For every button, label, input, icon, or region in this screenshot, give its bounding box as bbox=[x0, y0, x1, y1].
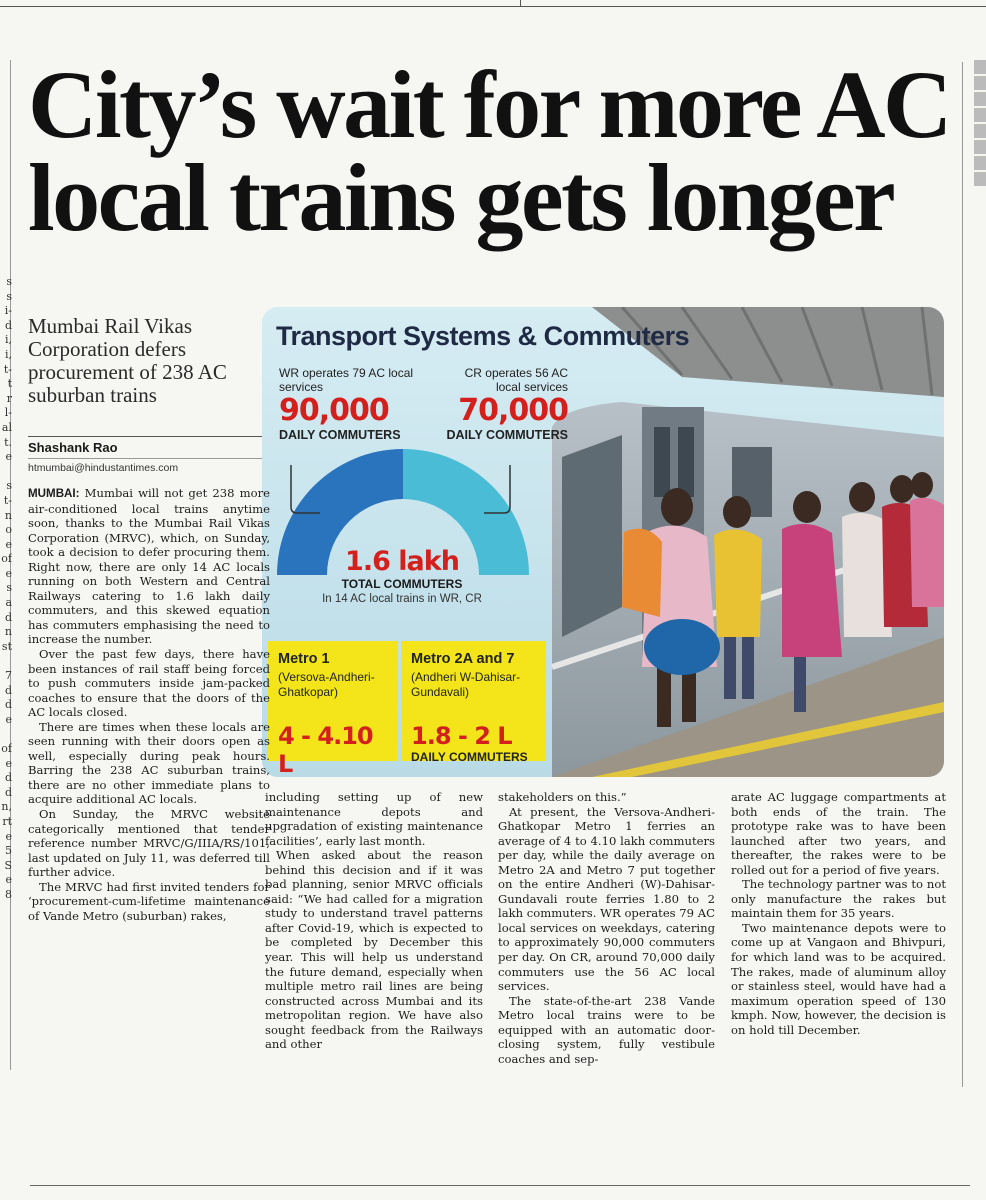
headline bbox=[28, 51, 963, 251]
fragment-line: i, bbox=[4, 333, 12, 347]
top-rule bbox=[0, 6, 986, 7]
fragment-line: s bbox=[6, 275, 12, 288]
fragment-line: e bbox=[5, 450, 12, 464]
article-column-1 bbox=[28, 486, 270, 923]
byline-email: htmumbai@hindustantimes.com bbox=[28, 462, 179, 474]
fragment-line: n, bbox=[1, 800, 12, 814]
byline-author: Shashank Rao bbox=[28, 440, 118, 455]
fragment-line: i- bbox=[4, 304, 12, 318]
fragment-line: e bbox=[5, 537, 12, 551]
fragment-line: t- bbox=[3, 493, 12, 507]
fragment-line: 5 bbox=[5, 844, 12, 858]
metro2a7-commuter-count: 1.8 - 2 L bbox=[411, 722, 512, 750]
article-paragraph: including setting up of new maintenance depots and upgradation of existing maintenance facilities’, early last month. bbox=[265, 790, 483, 848]
article-paragraph: The MRVC had first invited tenders for ‘procurement-cum-lifetime maintenance of Vande Metro (suburban) rakes, bbox=[28, 879, 270, 923]
fragment-line: d bbox=[4, 785, 12, 799]
article-paragraph: The technology partner was to not only manufacture the rakes but maintain them for 35 years. bbox=[731, 877, 946, 921]
total-commuter-label: TOTAL COMMUTERS bbox=[341, 577, 463, 591]
byline-rule bbox=[28, 436, 270, 437]
fragment-line: t- bbox=[3, 362, 12, 376]
cr-operates-text: CR operates 56 AC local services bbox=[464, 366, 568, 394]
top-rule-tick bbox=[520, 0, 521, 6]
metro1-box bbox=[268, 641, 398, 777]
fragment-line: l- bbox=[4, 406, 12, 420]
fragment-line: e bbox=[5, 756, 12, 770]
article-paragraph: The state-of-the-art 238 Vande Metro local trains were to be equipped with an automatic door-closing system, fully vestibule coaches and sep- bbox=[498, 993, 715, 1066]
fragment-line: st bbox=[1, 639, 12, 653]
fragment-line: o bbox=[5, 523, 12, 537]
fragment-line: of bbox=[1, 742, 12, 755]
article-paragraph: stakeholders on this.” bbox=[498, 790, 627, 804]
fragment-line: 8 bbox=[5, 887, 12, 901]
article-paragraph: Over the past few days, there have been instances of rail staff being forced to push commuters inside jam-packed coaches to ensure that the doors of the AC locals closed. bbox=[28, 647, 270, 720]
metro2a7-commuter-label: DAILY COMMUTERS bbox=[411, 750, 528, 764]
fragment-line bbox=[0, 654, 12, 669]
right-neighbor-column-fragment bbox=[974, 60, 986, 188]
fragment-line: s bbox=[6, 289, 12, 303]
wr-commuter-count: 90,000 bbox=[279, 393, 389, 428]
article-paragraph: At present, the Versova-Andheri-Ghatkopar Metro 1 ferries an average of 4 to 4.10 lakh commuters per day, while the daily average on Metro 2A and Metro 7 put together on the entire Andheri (W)-Dahisar-Gundavali route ferries 1.80 to 2 lakh commuters. WR operates 79 AC local services on weekdays, catering to approximately 90,000 commuters per day. On CR, around 70,000 daily commuters use the 56 AC local services. bbox=[498, 804, 715, 994]
fragment-line: d bbox=[4, 683, 12, 697]
cr-stat bbox=[438, 366, 568, 442]
infographic bbox=[262, 307, 944, 777]
fragment-line: d bbox=[4, 771, 12, 785]
metro2a7-route: (Andheri W-Dahisar-Gundavali) bbox=[411, 670, 521, 699]
wr-stat bbox=[279, 366, 439, 442]
infographic-title: Transport Systems & Commuters bbox=[276, 321, 690, 351]
dateline: MUMBAI: bbox=[28, 487, 80, 500]
article-paragraph: MUMBAI: Mumbai will not get 238 more air-conditioned local trains anytime soon, thanks to the Mumbai Rail Vikas Corporation (MRVC), which, on Sunday, took a decision to defer procuring them. Right now, there are only 14 AC locals running on both Western and Central Railways catering to 1.6 lakh daily commuters, and this skewed equation has commuters emphasising the need to increase the number. bbox=[28, 486, 271, 647]
fragment-line: rt bbox=[2, 814, 12, 828]
fragment-line: s bbox=[6, 479, 12, 493]
headline-line-2: local trains gets longer bbox=[28, 144, 894, 251]
cr-commuter-label: DAILY COMMUTERS bbox=[446, 428, 568, 442]
left-neighbor-column-fragment bbox=[0, 275, 12, 903]
fragment-line: n bbox=[4, 625, 12, 639]
bottom-rule bbox=[30, 1185, 970, 1186]
fragment-line: t. bbox=[4, 435, 12, 449]
total-commuter-subtext: In 14 AC local trains in WR, CR bbox=[322, 593, 482, 605]
total-commuter-count: 1.6 lakh bbox=[345, 546, 459, 577]
metro2a7-box bbox=[401, 641, 546, 764]
fragment-line: s bbox=[6, 581, 12, 595]
fragment-line: e bbox=[5, 566, 12, 580]
article-column-2 bbox=[265, 790, 483, 1052]
article-paragraph: When asked about the reason behind this decision and if it was bad planning, senior MRVC officials said: “We had called for a migration study to understand travel patterns after Covid-19, which is expected to be completed by December this year. This will help us understand the future demand, especially when multiple metro rail lines are being constructed across Mumbai and its metropolitan region. We have also sought feedback from the Railways and other bbox=[265, 848, 483, 1052]
fragment-line: e bbox=[5, 829, 12, 843]
train-window bbox=[562, 435, 622, 637]
fragment-line: d bbox=[4, 610, 12, 624]
deck-subheadline: Mumbai Rail Vikas Corporation defers procurement of 238 AC suburban trains bbox=[28, 314, 227, 407]
fragment-line: d bbox=[4, 698, 12, 712]
article-paragraph: arate AC luggage compartments at both ends of the train. The prototype rake was to have been launched after two years, and thereafter, the rakes were to be rolled out for a period of five years. bbox=[731, 790, 946, 877]
fragment-line: e bbox=[5, 873, 12, 887]
cr-commuter-count: 70,000 bbox=[458, 393, 568, 428]
byline-rule-lower bbox=[28, 458, 270, 459]
article-column-4 bbox=[731, 790, 946, 1037]
fragment-line: n bbox=[4, 508, 12, 522]
metro1-route: (Versova-Andheri-Ghatkopar) bbox=[278, 670, 375, 699]
fragment-line: S bbox=[4, 858, 12, 872]
fragment-line: e bbox=[5, 712, 12, 726]
fragment-line bbox=[0, 465, 12, 480]
fragment-line: 7 bbox=[5, 669, 12, 683]
article-paragraph: There are times when these locals are seen running with their doors open as well, especially during peak hours. Barring the 238 AC suburban trains, there are no other immediate plans to acquire additional AC locals. bbox=[28, 719, 270, 807]
fragment-line bbox=[0, 727, 12, 742]
fragment-line: of bbox=[1, 552, 12, 566]
total-stat bbox=[262, 547, 542, 605]
metro1-name: Metro 1 bbox=[278, 651, 330, 667]
article-column-3 bbox=[498, 790, 715, 1066]
fragment-line: d bbox=[4, 318, 12, 332]
fragment-line: r bbox=[6, 391, 12, 405]
fragment-line: t bbox=[7, 377, 12, 391]
fragment-line: a bbox=[5, 596, 12, 610]
headline-line-1: City’s wait for more AC bbox=[28, 51, 950, 158]
wr-commuter-label: DAILY COMMUTERS bbox=[279, 428, 401, 442]
fragment-line: i, bbox=[4, 347, 12, 361]
metro2a7-name: Metro 2A and 7 bbox=[411, 651, 515, 667]
metro1-commuter-count: 4 - 4.10 L bbox=[278, 722, 373, 777]
fragment-line: al bbox=[1, 420, 12, 434]
wr-operates-text: WR operates 79 AC local services bbox=[279, 366, 414, 394]
article-paragraph: On Sunday, the MRVC website categorically mentioned that tender reference number MRVC/G/IIIA/RS/101, last updated on July 11, was deferred till further advice. bbox=[28, 807, 270, 880]
article-paragraph: Two maintenance depots were to come up at Vangaon and Bhivpuri, for which land was to be acquired. The rakes, made of aluminum alloy or stainless steel, would have had a maximum operation speed of 130 kmph. Now, however, the decision is on hold till December. bbox=[731, 920, 946, 1037]
